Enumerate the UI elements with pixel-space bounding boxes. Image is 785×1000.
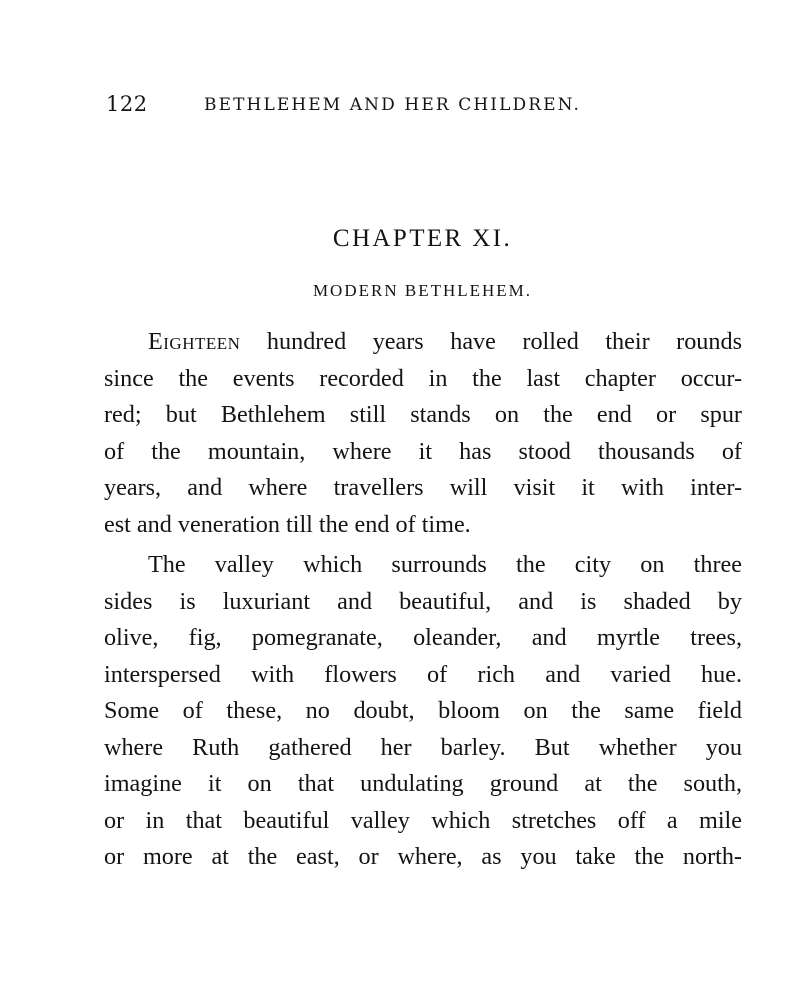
- paragraph-2-line-3: olive, fig, pomegranate, oleander, and myrtle trees,: [104, 624, 742, 651]
- paragraph-2-line-7: imagine it on that undulating ground at the south,: [104, 770, 742, 797]
- paragraph-2-line-8: or in that beautiful valley which stretches off a mile: [104, 806, 742, 834]
- paragraph-1-line-1: [104, 324, 742, 361]
- paragraph-1-line-3: red; but Bethlehem still stands on the end or spur: [104, 401, 742, 428]
- paragraph-2-line-9: or more at the east, or where, as you take the north-: [104, 843, 742, 870]
- paragraph-1-line-4: of the mountain, where it has stood thousands of: [104, 437, 742, 465]
- running-head: [106, 92, 746, 122]
- paragraph-2-line-5: Some of these, no doubt, bloom on the same field: [104, 697, 742, 724]
- running-title: BETHLEHEM AND HER CHILDREN.: [204, 95, 582, 115]
- body-text: [104, 324, 742, 876]
- paragraph-2-line-4: interspersed with flowers of rich and varied hue.: [104, 660, 742, 688]
- paragraph-2-line-1: The valley which surrounds the city on three: [148, 551, 742, 578]
- line-text: hundred years have rolled their rounds: [240, 328, 742, 355]
- chapter-subtitle: MODERN BETHLEHEM.: [312, 281, 533, 300]
- page-number: 122: [106, 92, 148, 116]
- paragraph-1-line-2: since the events recorded in the last chapter occur-: [104, 364, 742, 392]
- paragraph-2-line-2: sides is luxuriant and beautiful, and is shaded by: [104, 587, 742, 615]
- paragraph-2-line-6: where Ruth gathered her barley. But whether you: [104, 733, 742, 761]
- paragraph-1-line-6: est and veneration till the end of time.: [104, 510, 471, 538]
- chapter-heading: CHAPTER XI.: [332, 225, 513, 252]
- paragraph-1-line-5: years, and where travellers will visit it with inter-: [104, 474, 742, 501]
- lead-word: Eighteen: [148, 328, 241, 355]
